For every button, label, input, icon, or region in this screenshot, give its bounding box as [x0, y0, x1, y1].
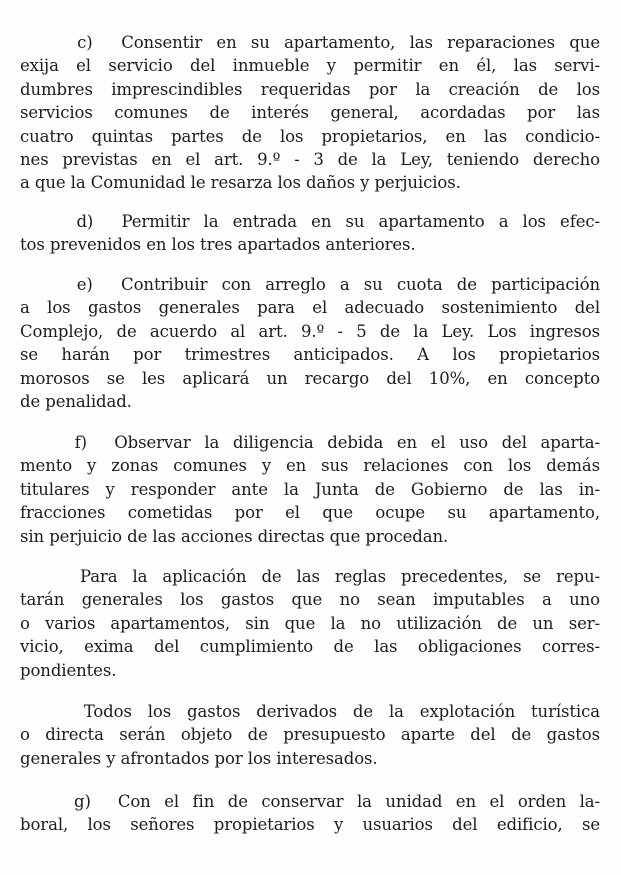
text-line: de penalidad. [20, 391, 132, 411]
paragraph-reglas [20, 565, 600, 682]
text-line: pondientes. [20, 660, 117, 680]
text-line: mento y zonas comunes y en sus relaciones con los demás [20, 456, 600, 476]
text-line: nes previstas en el art. 9.º - 3 de la Ley, teniendo derecho [20, 149, 600, 169]
text-line: d) Permitir la entrada en su apartamento a los efec- [20, 212, 600, 231]
text-line: cuatro quintas partes de los propietarios, en las condicio- [20, 126, 600, 146]
paragraph-g [20, 790, 600, 837]
paragraph-gastos [20, 700, 600, 770]
text-line: servicios comunes de interés general, acordadas por las [20, 103, 600, 123]
text-line: Para la aplicación de las reglas precedentes, se repu- [20, 567, 600, 586]
text-line: o varios apartamentos, sin que la no utilización de un ser- [20, 613, 600, 633]
paragraph-d [20, 210, 600, 257]
text-line: a los gastos generales para el adecuado sostenimiento del [20, 298, 600, 318]
text-line: tos prevenidos en los tres apartados anteriores. [20, 235, 416, 255]
text-line: Todos los gastos derivados de la explotación turística [20, 702, 600, 721]
text-line: fracciones cometidas por el que ocupe su apartamento, [20, 503, 600, 523]
text-line: c) Consentir en su apartamento, las reparaciones que [20, 33, 600, 52]
text-line: generales y afrontados por los interesados. [20, 748, 378, 768]
paragraph-f [20, 431, 600, 548]
text-line: e) Contribuir con arreglo a su cuota de participación [20, 275, 600, 294]
text-line: vicio, exima del cumplimiento de las obligaciones corres- [20, 637, 600, 657]
text-line: se harán por trimestres anticipados. A los propietarios [20, 345, 600, 365]
text-line: a que la Comunidad le resarza los daños y perjuicios. [20, 173, 461, 193]
paragraph-e [20, 273, 600, 413]
text-line: tarán generales los gastos que no sean imputables a uno [20, 590, 600, 610]
paragraph-c [20, 31, 600, 195]
text-line: titulares y responder ante la Junta de Gobierno de las in- [20, 479, 600, 499]
text-line: dumbres imprescindibles requeridas por la creación de los [20, 79, 600, 99]
text-line: exija el servicio del inmueble y permitir en él, las servi- [20, 56, 600, 76]
text-line: boral, los señores propietarios y usuarios del edificio, se [20, 815, 600, 835]
text-line: f) Observar la diligencia debida en el uso del aparta- [20, 433, 600, 452]
text-line: o directa serán objeto de presupuesto aparte del de gastos [20, 725, 600, 745]
text-line: morosos se les aplicará un recargo del 10%, en concepto [20, 368, 600, 388]
text-line: g) Con el fin de conservar la unidad en el orden la- [20, 792, 600, 811]
text-line: sin perjuicio de las acciones directas que procedan. [20, 526, 449, 546]
text-line: Complejo, de acuerdo al art. 9.º - 5 de la Ley. Los ingresos [20, 321, 600, 341]
